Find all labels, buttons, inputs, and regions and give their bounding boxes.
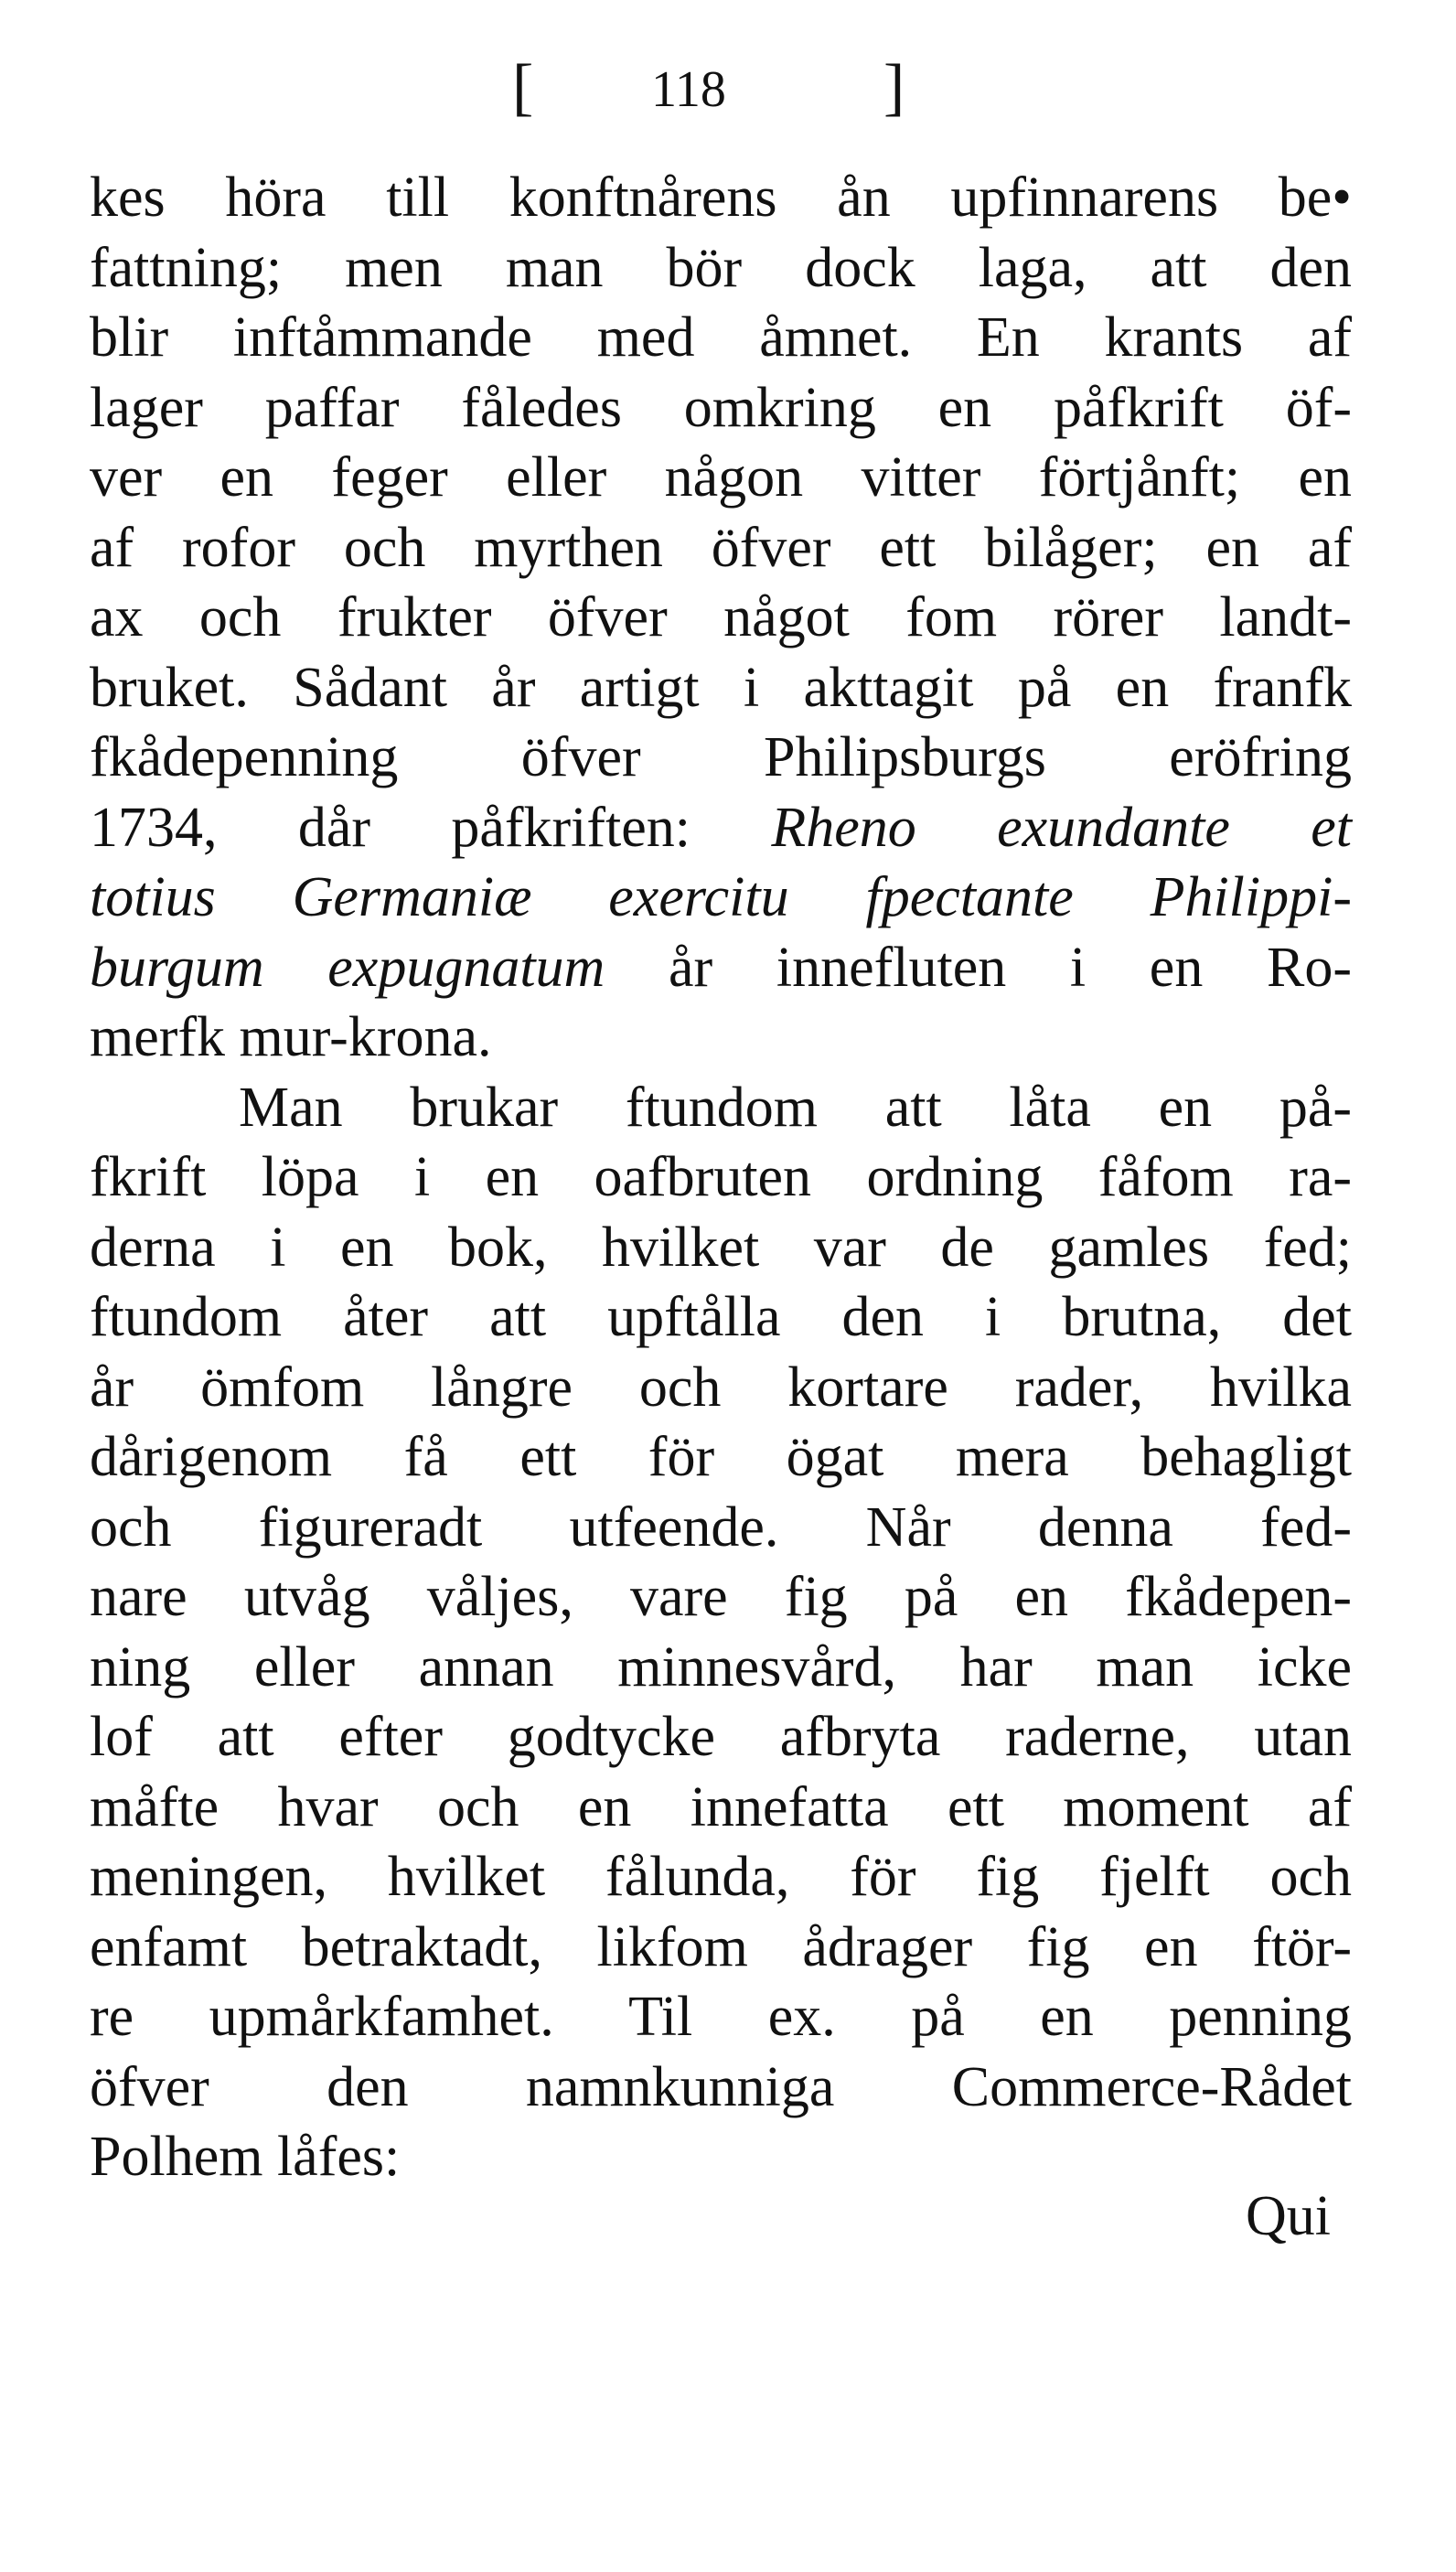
catchword: Qui [1246,2185,1331,2247]
text-run: re upmårkfamhet. Til ex. på en penning [90,1986,1352,2048]
text-run: ftundom åter att upftålla den i brutna, det [90,1286,1352,1348]
text-run: bruket. Sådant år artigt i akttagit på en franfk [90,656,1352,719]
text-line [90,443,1352,513]
text-run: ning eller annan minnesvård, har man icke [90,1635,1352,1699]
text-line [90,1353,1352,1423]
text-line [90,1633,1352,1703]
text-run: meningen, hvilket fålunda, för fig fjelft och [90,1846,1352,1908]
text-run: merfk mur-krona. [90,1006,492,1068]
text-line [90,1562,1352,1633]
text-line [90,1422,1352,1493]
text-line [90,1282,1352,1353]
header-bracket-right: ] [883,52,905,123]
text-run: fkrift löpa i en oafbruten ordning fåfom ra- [90,1146,1352,1208]
text-run: af rofor och myrthen öfver ett bilåger; en af [90,516,1352,579]
text-line [90,303,1352,373]
text-run: lager paffar fåledes omkring en påfkrift öf- [90,376,1352,439]
text-run: kes höra till konftnårens ån upfinnarens be• [90,166,1352,229]
body-text [90,163,1352,2192]
text-line [90,933,1352,1003]
text-line [90,1913,1352,1983]
text-line [90,2122,1352,2192]
text-line [90,1002,1352,1073]
text-run: 1734, dår påfkriften: [90,796,772,859]
italic-inscription: burgum expugnatum [90,936,605,999]
text-line [90,653,1352,723]
text-run: ver en feger eller någon vitter förtjånft; en [90,446,1352,509]
text-run: dårigenom få ett för ögat mera behagligt [90,1426,1352,1488]
text-run: enfamt betraktadt, likfom ådrager fig en ftör- [90,1915,1352,1978]
italic-inscription: totius Germaniæ exercitu fpectante Philippi- [90,866,1352,928]
text-line [90,1073,1352,1143]
text-run: lof att efter godtycke afbryta raderne, utan [90,1706,1352,1768]
text-line [90,1982,1352,2052]
page-number: 118 [651,61,726,118]
italic-inscription: Rheno exundante et [771,796,1352,859]
header-bracket-left: [ [512,52,534,123]
text-line [90,723,1352,793]
text-run: nare utvåg våljes, vare fig på en fkådepen- [90,1566,1352,1628]
text-run: ax och frukter öfver något fom rörer landt- [90,586,1352,648]
text-line [90,1702,1352,1773]
text-line [90,513,1352,584]
text-run: år innefluten i en Ro- [605,936,1352,999]
text-run: blir inftåmmande med åmnet. En krants af [90,306,1352,369]
text-line [90,2052,1352,2123]
text-run: fkådepenning öfver Philipsburgs eröfring [90,726,1352,788]
text-line [90,1493,1352,1563]
text-run: Polhem låfes: [90,2126,401,2188]
text-run: derna i en bok, hvilket var de gamles fed; [90,1216,1352,1279]
text-run: måfte hvar och en innefatta ett moment af [90,1775,1352,1838]
text-run: fattning; men man bör dock laga, att den [90,236,1352,299]
text-line [90,1142,1352,1213]
text-run: Man brukar ftundom att låta en på- [239,1076,1352,1139]
text-line [90,1213,1352,1283]
text-line [90,163,1352,233]
text-line [90,373,1352,444]
text-line [90,583,1352,653]
text-line [90,233,1352,304]
text-line [90,863,1352,933]
text-line [90,1773,1352,1843]
text-run: år ömfom långre och kortare rader, hvilka [90,1356,1352,1419]
text-line [90,1842,1352,1913]
text-run: och figureradt utfeende. Når denna fed- [90,1495,1352,1559]
text-line [90,793,1352,863]
page-header [0,35,1456,126]
text-run: öfver den namnkunniga Commerce-Rådet [90,2055,1352,2118]
